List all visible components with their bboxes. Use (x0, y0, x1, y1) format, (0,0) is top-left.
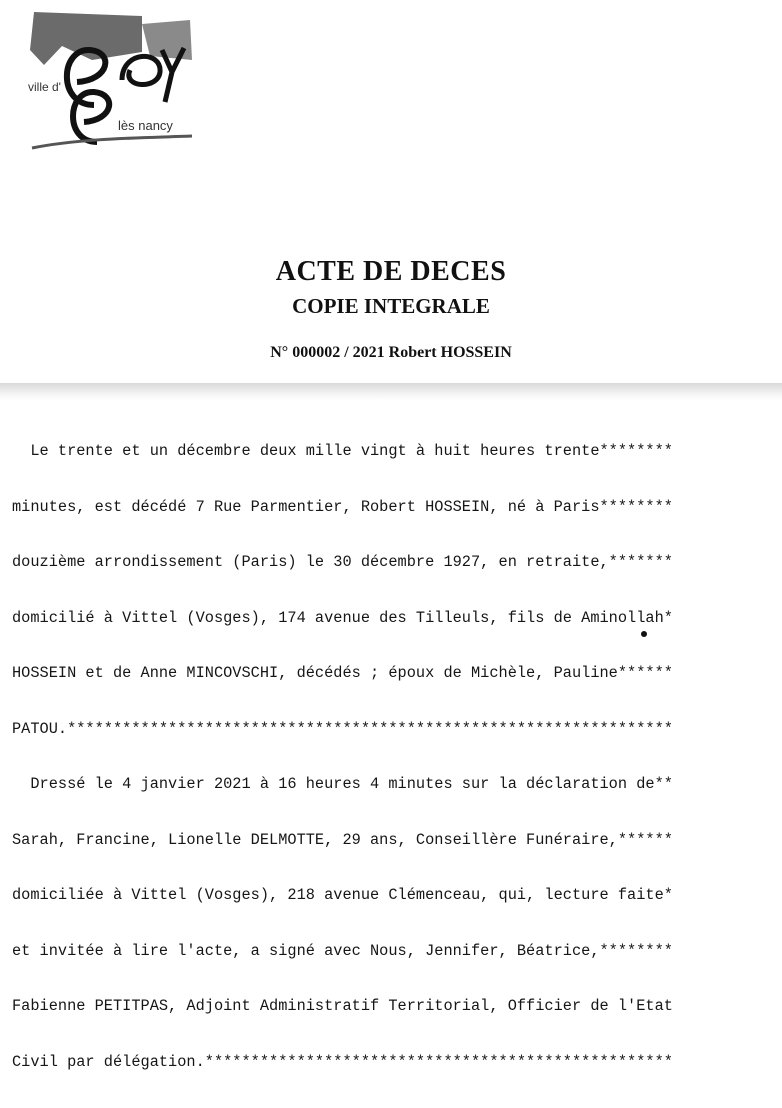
document-subtitle: COPIE INTEGRALE (292, 294, 490, 318)
body-line: domicilié à Vittel (Vosges), 174 avenue des Tilleuls, fils de Aminollah* (12, 608, 673, 627)
scan-fold-shadow (0, 383, 782, 401)
body-line: et invitée à lire l'acte, a signé avec Nous, Jennifer, Béatrice,******** (12, 941, 673, 960)
body-line: Fabienne PETITPAS, Adjoint Administratif Territorial, Officier de l'Etat (12, 997, 673, 1015)
body-line: domiciliée à Vittel (Vosges), 218 avenue Clémenceau, qui, lecture faite* (12, 886, 673, 904)
logo-prefix: ville d' (28, 80, 61, 94)
body-line: douzième arrondissement (Paris) le 30 décembre 1927, en retraite,******* (12, 553, 673, 571)
document-reference: N° 000002 / 2021 Robert HOSSEIN (270, 344, 512, 361)
document-title: ACTE DE DECES (275, 256, 507, 287)
logo-suffix: lès nancy (118, 118, 173, 133)
body-line: Dressé le 4 janvier 2021 à 16 heures 4 minutes sur la déclaration de** (12, 775, 673, 793)
body-line: Civil par délégation.*************************************************** (12, 1052, 673, 1071)
body-line: HOSSEIN et de Anne MINCOVSCHI, décédés ; époux de Michèle, Pauline****** (12, 664, 673, 682)
body-line: Sarah, Francine, Lionelle DELMOTTE, 29 ans, Conseillère Funéraire,****** (12, 830, 673, 849)
body-line: PATOU.****************************************************************** (12, 719, 673, 738)
act-body (12, 405, 782, 1108)
ink-dot (641, 631, 647, 637)
body-line: minutes, est décédé 7 Rue Parmentier, Robert HOSSEIN, né à Paris******** (12, 497, 673, 516)
body-line: Le trente et un décembre deux mille vingt à huit heures trente******** (12, 442, 673, 460)
